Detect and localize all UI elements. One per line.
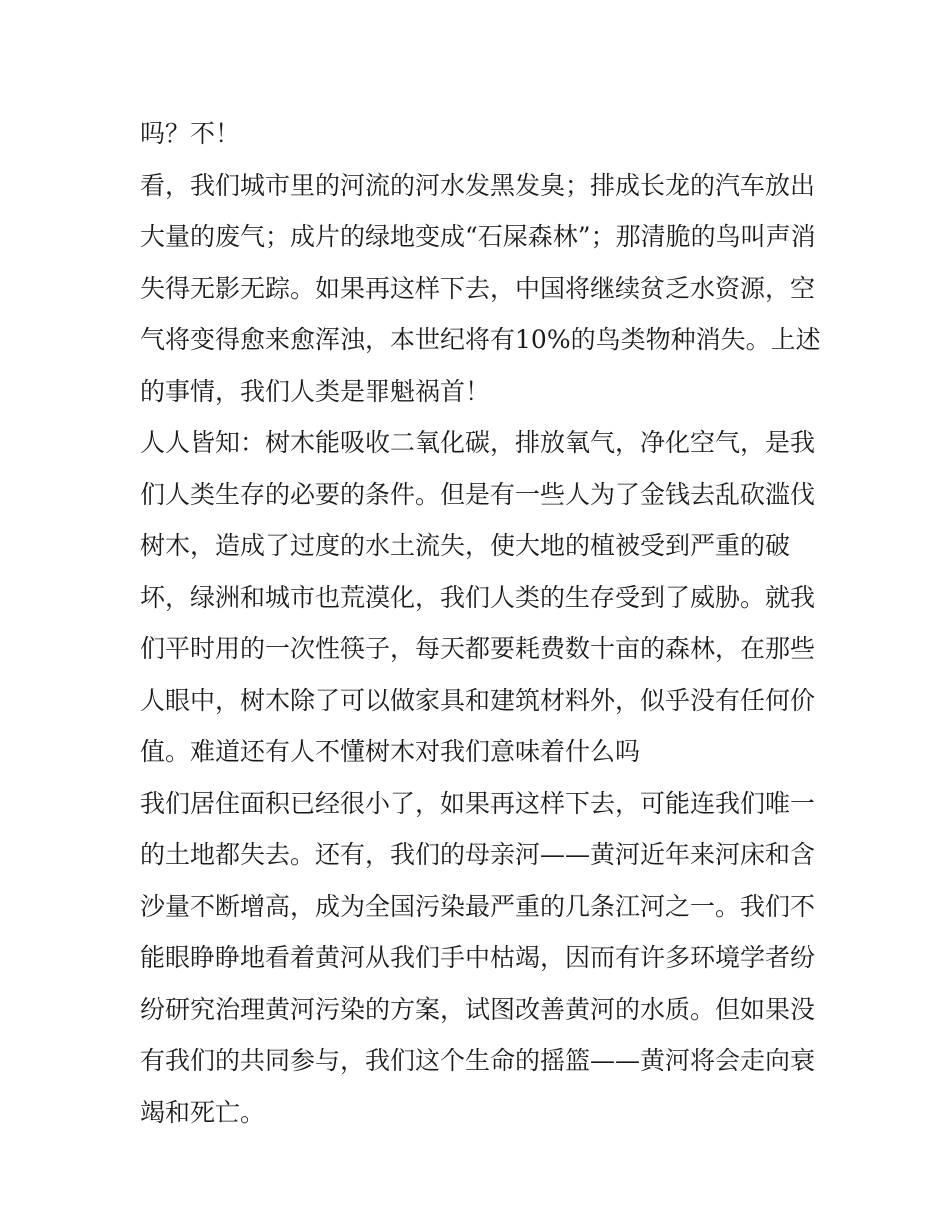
text-line: 人人皆知：树木能吸收二氧化碳，排放氧气，净化空气，是我 [140,428,816,457]
paragraph-4 [140,778,820,1139]
text-line: 竭和死亡。 [140,1097,266,1127]
text-line: 失得无影无踪。如果再这样下去，中国将继续贫乏水资源，空 [140,273,816,303]
text-line: 的土地都失去。还有，我们的母亲河——黄河近年来河床和含 [140,840,816,869]
text-line: 吗？不！ [140,119,241,148]
text-line: 们人类生存的必要的条件。但是有一些人为了金钱去乱砍滥伐 [140,479,816,509]
text-line: 有我们的共同参与，我们这个生命的摇篮——黄河将会走向衰 [140,1046,816,1075]
text-line: 我们居住面积已经很小了，如果再这样下去，可能连我们唯一 [140,788,816,818]
text-line: 看，我们城市里的河流的河水发黑发臭；排成长龙的汽车放出 [140,170,816,200]
document-body [140,108,820,1138]
text-line: 树木，造成了过度的水土流失，使大地的植被受到严重的破 [140,531,791,560]
text-line: 人眼中，树木除了可以做家具和建筑材料外，似乎没有任何价 [140,685,816,715]
text-line: 坏，绿洲和城市也荒漠化，我们人类的生存受到了威胁。就我 [140,582,816,612]
text-line: 大量的废气；成片的绿地变成“石屎森林”；那清脆的鸟叫声消 [140,222,816,251]
text-line: 能眼睁睁地看着黄河从我们手中枯竭，因而有许多环境学者纷 [140,943,816,972]
text-line: 纷研究治理黄河污染的方案，试图改善黄河的水质。但如果没 [140,994,816,1024]
paragraph-2 [140,160,820,418]
text-line: 的事情，我们人类是罪魁祸首！ [140,376,491,406]
paragraph-3 [140,417,820,778]
text-line: 沙量不断增高，成为全国污染最严重的几条江河之一。我们不 [140,891,816,921]
text-line: 们平时用的一次性筷子，每天都要耗费数十亩的森林，在那些 [140,634,816,663]
text-line: 值。难道还有人不懂树木对我们意味着什么吗 [140,737,641,766]
paragraph-1 [140,108,820,160]
text-line: 气将变得愈来愈浑浊，本世纪将有10%的鸟类物种消失。上述 [140,325,821,354]
